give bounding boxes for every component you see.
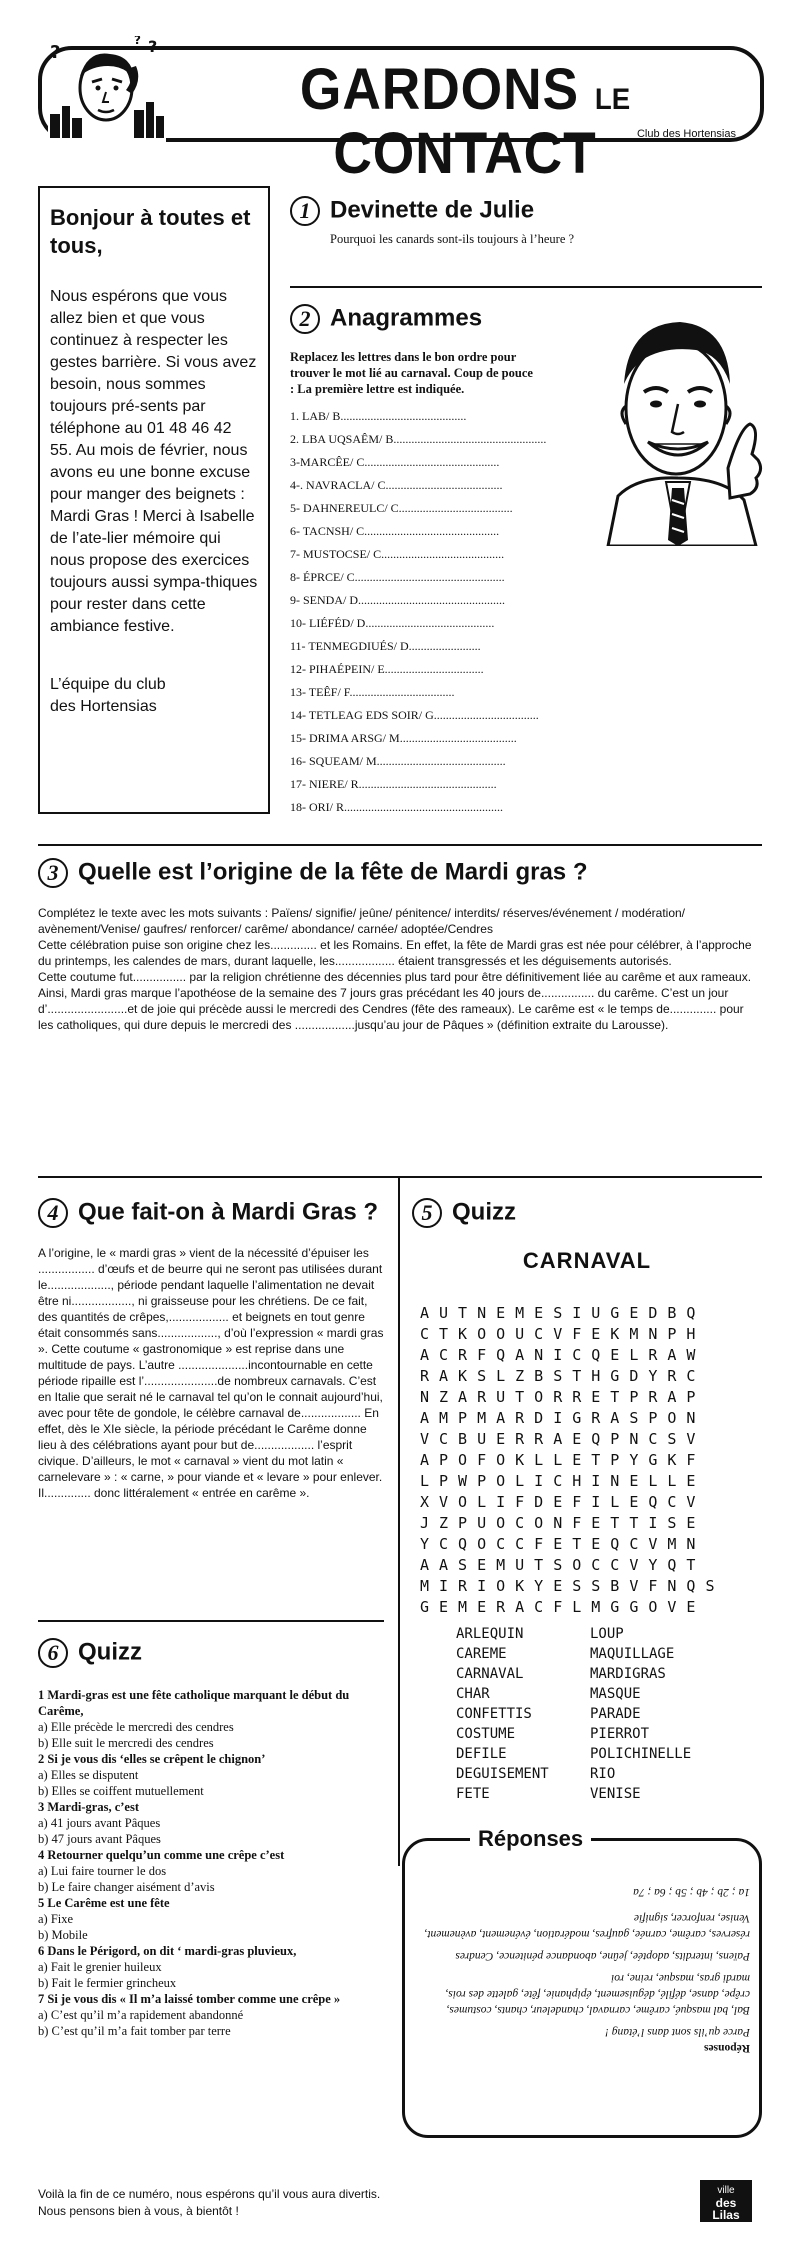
divider xyxy=(290,286,762,288)
section-title: Anagrammes xyxy=(330,304,483,332)
word-list-item: PARADE xyxy=(590,1706,641,1722)
section-number: 3 xyxy=(38,858,68,888)
svg-text:?: ? xyxy=(148,37,158,56)
grid-row: NZARUTORRETPRAP xyxy=(420,1388,706,1406)
intro-signature-2: des Hortensias xyxy=(50,698,157,715)
divider xyxy=(38,1620,384,1622)
anagram-item: 7- MUSTOCSE/ C......................................... xyxy=(290,546,505,561)
quiz-option: b) 47 jours avant Pâques xyxy=(38,1831,161,1846)
word-bank: Complétez le texte avec les mots suivants : Païens/ signifie/ jeûne/ pénitence/ interdits/ réserves/événement / modération/ avènement/Venise/ gaufres/ renforcer/ carême/ abondance/ carnée/ adoptée/Cendres xyxy=(38,905,685,936)
word-list-left xyxy=(456,1624,549,1804)
quiz-question: 1 Mardi-gras est une fête catholique marquant le début du Carême, xyxy=(38,1687,350,1718)
word-list-item: MARDIGRAS xyxy=(590,1666,666,1682)
anagram-item: 6- TACNSH/ C............................................. xyxy=(290,523,500,538)
quiz-question: 5 Le Carême est une fête xyxy=(38,1895,170,1910)
quiz-option: a) Lui faire tourner le dos xyxy=(38,1863,167,1878)
title-word-2: LE xyxy=(594,83,631,116)
intro-body: Nous espérons que vous allez bien et que vous continuez à respecter les gestes barrière. Si vous avez besoin, nous sommes toujours pré-sents par téléphone au 01 48 46 42 55. Au mois de février, nous avons eu une bonne excuse pour manger des beignets : Mardi Gras ! Merci à Isabelle de l’ate-lier mémoire qui nous propose des exercices toujours aussi sympa-thiques pour rester dans cette ambiance festive. xyxy=(50,288,258,635)
section-number: 6 xyxy=(38,1638,68,1668)
column-divider xyxy=(398,1176,400,1866)
quiz-option: b) Elle suit le mercredi des cendres xyxy=(38,1735,214,1750)
section-1 xyxy=(290,194,760,247)
word-list-item: CONFETTIS xyxy=(456,1706,532,1722)
anagram-item: 5- DAHNEREULC/ C...................................... xyxy=(290,500,513,515)
quiz-option: a) C’est qu’il m’a rapidement abandonné xyxy=(38,2007,244,2022)
section-title: Quelle est l’origine de la fête de Mardi gras ? xyxy=(78,858,588,886)
answer-quiz: 1a ; 2b ; 4b ; 5b ; 6a ; 7a xyxy=(633,1886,750,1898)
quiz-question: 4 Retourner quelqu’un comme une crêpe c’est xyxy=(38,1847,285,1862)
answers-inner-title: Réponses xyxy=(703,2042,750,2054)
section-number: 5 xyxy=(412,1198,442,1228)
section-2 xyxy=(290,302,550,819)
divider xyxy=(38,844,762,846)
anagram-item: 18- ORI/ R..................................................... xyxy=(290,799,503,814)
section-title: Quizz xyxy=(78,1638,142,1666)
section-4 xyxy=(38,1196,386,1501)
word-list-right xyxy=(590,1624,691,1804)
quiz-option: b) Fait le fermier grincheux xyxy=(38,1975,177,1990)
word-list-item: FETE xyxy=(456,1786,490,1802)
quiz-option: b) Elles se coiffent mutuellement xyxy=(38,1783,204,1798)
section-title: Devinette de Julie xyxy=(330,196,535,224)
word-list-item: ARLEQUIN xyxy=(456,1626,524,1642)
title-word-3: CONTACT xyxy=(333,121,597,186)
word-list-item: CHAR xyxy=(456,1686,490,1702)
grid-row: VCBUERRAEQPNCSV xyxy=(420,1430,706,1448)
grid-row: MIRIOKYESSBVFNQS xyxy=(420,1577,725,1595)
anagram-item: 17- NIERE/ R.............................................. xyxy=(290,776,497,791)
section-number: 4 xyxy=(38,1198,68,1228)
footer-line-1: Voilà la fin de ce numéro, nous espérons qu’il vous aura divertis. xyxy=(38,2187,381,2201)
word-list-item: CAREME xyxy=(456,1646,507,1662)
footer-line-2: Nous pensons bien à vous, à bientôt ! xyxy=(38,2204,239,2218)
grid-row: CTKOOUCVFEKMNPH xyxy=(420,1325,706,1343)
anagram-item: 14- TETLEAG EDS SOIR/ G................................... xyxy=(290,707,539,722)
anagram-item: 8- ÉPRCE/ C.................................................. xyxy=(290,569,505,584)
anagram-item: 13- TEÊF/ F................................... xyxy=(290,684,455,699)
quiz-option: a) Elle précède le mercredi des cendres xyxy=(38,1719,234,1734)
section-6 xyxy=(38,1636,388,2039)
word-list-item: DEFILE xyxy=(456,1746,507,1762)
masthead-frame xyxy=(38,36,764,186)
anagram-item: 12- PIHAÉPEIN/ E................................. xyxy=(290,661,484,676)
quiz-question: 3 Mardi-gras, c’est xyxy=(38,1799,140,1814)
answer-anagrams: Bal, bal masqué, carême, carnaval, chandeleur, chants, costumes, crêpe, danse, défilé, déguisement, épiphanie, fête, galette des rois, mardi gras, masque, reine, roi xyxy=(445,1972,750,2016)
title-word-1: GARDONS xyxy=(299,57,580,122)
grid-row: GEMERACFLMGGOVE xyxy=(420,1598,706,1616)
quiz-question: 7 Si je vous dis « Il m’a laissé tomber comme une crêpe » xyxy=(38,1991,341,2006)
answer-mardi-gras: réserves, carême, carnée, gaufres, modération, événement, avènement, Venise, renforcer, signifie xyxy=(424,1912,750,1940)
footer-text xyxy=(38,2186,380,2220)
quiz-question: 6 Dans le Périgord, on dit ‘ mardi-gras pluvieux, xyxy=(38,1943,297,1958)
word-search-grid xyxy=(420,1303,765,1618)
anagram-instructions: Replacez les lettres dans le bon ordre pour trouver le mot lié au carnaval. Coup de pouce : La première lettre est indiquée. xyxy=(290,349,533,396)
grid-row: AUTNEMESIUGEDBQ xyxy=(420,1304,706,1322)
anagram-item: 16- SQUEAM/ M........................................... xyxy=(290,753,506,768)
anagram-item: 11- TENMEGDIUÉS/ D........................ xyxy=(290,638,481,653)
anagram-item: 10- LIÉFÉD/ D........................................... xyxy=(290,615,495,630)
club-name: Club des Hortensias xyxy=(636,128,736,140)
word-list-item: MASQUE xyxy=(590,1686,641,1702)
anagram-item: 1. LAB/ B.......................................... xyxy=(290,408,467,423)
word-list-item: LOUP xyxy=(590,1626,624,1642)
grid-row: APOFOKLLETPYGKF xyxy=(420,1451,706,1469)
word-search-title: CARNAVAL xyxy=(522,1248,652,1273)
quiz-option: b) C’est qu’il m’a fait tomber par terre xyxy=(38,2023,231,2038)
word-list-item: POLICHINELLE xyxy=(590,1746,692,1762)
grid-row: AMPMARDIGRASPON xyxy=(420,1409,706,1427)
anagram-list xyxy=(290,405,550,819)
anagram-item: 9- SENDA/ D................................................. xyxy=(290,592,505,607)
answers-title: Réponses xyxy=(470,1826,591,1852)
intro-greeting: Bonjour à toutes et tous, xyxy=(50,205,251,258)
grid-row: YCQOCCFETEQCVMN xyxy=(420,1535,706,1553)
anagram-item: 2. LBA UQSAÊM/ B................................................... xyxy=(290,431,547,446)
grid-row: ACRFQANICQELRAW xyxy=(420,1346,706,1364)
riddle-question: Pourquoi les canards sont-ils toujours à l’heure ? xyxy=(330,231,575,246)
grid-row: JZPUOCONFETTISE xyxy=(420,1514,706,1532)
word-list-item: COSTUME xyxy=(456,1726,516,1742)
section-3-text-1: Cette célébration puise son origine chez les.............. et les Romains. En effet, la fête de Mardi gras est née pour célébrer, à l’approche du printemps, les calendes de mars, durant laquelle, les.................. étaient transgressés et les déguisements autorisés. xyxy=(38,937,752,968)
intro-signature-1: L’équipe du club xyxy=(50,676,166,693)
city-logo xyxy=(700,2180,752,2222)
quiz-question: 2 Si je vous dis ‘elles se crêpent le chignon’ xyxy=(38,1751,266,1766)
grid-row: XVOLIFDEFILEQCV xyxy=(420,1493,706,1511)
svg-text:?: ? xyxy=(134,36,141,47)
logo-text-top: ville xyxy=(717,2185,735,2196)
intro-box xyxy=(38,186,270,814)
quiz-list xyxy=(38,1687,388,2039)
section-number: 1 xyxy=(290,196,320,226)
section-title: Que fait-on à Mardi Gras ? xyxy=(78,1198,379,1226)
answers-upside-down xyxy=(416,1884,750,2056)
thinking-man-illustration xyxy=(48,36,166,142)
anagram-item: 3-MARCÊE/ C............................................. xyxy=(290,454,500,469)
quiz-option: a) Fixe xyxy=(38,1911,74,1926)
section-3 xyxy=(38,856,762,1033)
anagram-item: 4-. NAVRACLA/ C....................................... xyxy=(290,477,503,492)
svg-text:?: ? xyxy=(50,42,61,63)
section-5 xyxy=(412,1196,762,1229)
section-4-text: A l’origine, le « mardi gras » vient de la nécessité d’épuiser les ................. d’œufs et de beurre qui ne seront pas utilisées durant le..................., période pendant laquelle l’alimentation ne devait être ni.................., ni graisseuse pour les chrétiens. De ce fait, des quantités de crêpes,.................. et beignets en tout genre était consommés sans.................., d’où l’expression « mardi gras ». Cette coutume « gastronomique » est reprise dans une multitude de pays. L’autre .....................incontournable en cette période ripaille est l’......................de nombreux carnavals. C’est en Italie que serait né le carnaval tel qu’on le connait aujourd’hui, avec pour tête de gondole, le célèbre carnaval de.................. En effet, dès le XIe siècle, la période précédant le Carême donne lieu à des célébrations ayant pour but de.................. l’esprit civique. D’ailleurs, le mot « carnaval » vient du mot latin « carnelevare » : « carne, » pour viande et « levare » pour enlever. Il.............. donc littéralement « entrée en carême ». xyxy=(38,1245,384,1500)
section-title: Quizz xyxy=(452,1198,516,1226)
logo-text-bottom: Lilas xyxy=(712,2208,740,2222)
anagram-item: 15- DRIMA ARSG/ M....................................... xyxy=(290,730,517,745)
answer-origin: Païens, interdits, adoptée, jeûne, abondance pénitence, Cendres xyxy=(455,1950,750,1962)
logo-text-mid: des xyxy=(715,2196,737,2210)
quiz-option: b) Mobile xyxy=(38,1927,88,1942)
quiz-option: b) Le faire changer aisément d’avis xyxy=(38,1879,215,1894)
page-title xyxy=(194,58,737,186)
word-list-item: PIERROT xyxy=(590,1726,650,1742)
grid-row: AASEMUTSOCCVYQT xyxy=(420,1556,706,1574)
quiz-option: a) Fait le grenier huileux xyxy=(38,1959,162,1974)
grid-row: LPWPOLICHINELLE xyxy=(420,1472,706,1490)
section-number: 2 xyxy=(290,304,320,334)
word-list-item: DEGUISEMENT xyxy=(456,1766,549,1782)
word-list-item: VENISE xyxy=(590,1786,641,1802)
divider xyxy=(38,1176,762,1178)
word-list-item: RIO xyxy=(590,1766,616,1782)
quiz-option: a) Elles se disputent xyxy=(38,1767,139,1782)
quiz-option: a) 41 jours avant Pâques xyxy=(38,1815,161,1830)
word-list-item: MAQUILLAGE xyxy=(590,1646,675,1662)
answer-riddle: Parce qu’ils sont dans l’étang ! xyxy=(605,2026,750,2038)
word-list-item: CARNAVAL xyxy=(456,1666,524,1682)
section-3-text-2: Cette coutume fut................ par la religion chrétienne des décennies plus tard pour être définitivement liée au carême et aux rameaux. Ainsi, Mardi gras marque l’apothéose de la semaine des 7 jours gras précédant les 40 jours de................ du carême. C’est un jour d’........................et de joie qui précède aussi le mercredi des Cendres (fête des rameaux). Le carême est « le temps de.............. pour les catholiques, qui dure depuis le mercredi des ..................jusqu’au jour de Pâques » (définition extraite du Larousse). xyxy=(38,969,752,1032)
smiling-man-illustration xyxy=(578,300,768,546)
grid-row: RAKSLZBSTHGDYRC xyxy=(420,1367,706,1385)
